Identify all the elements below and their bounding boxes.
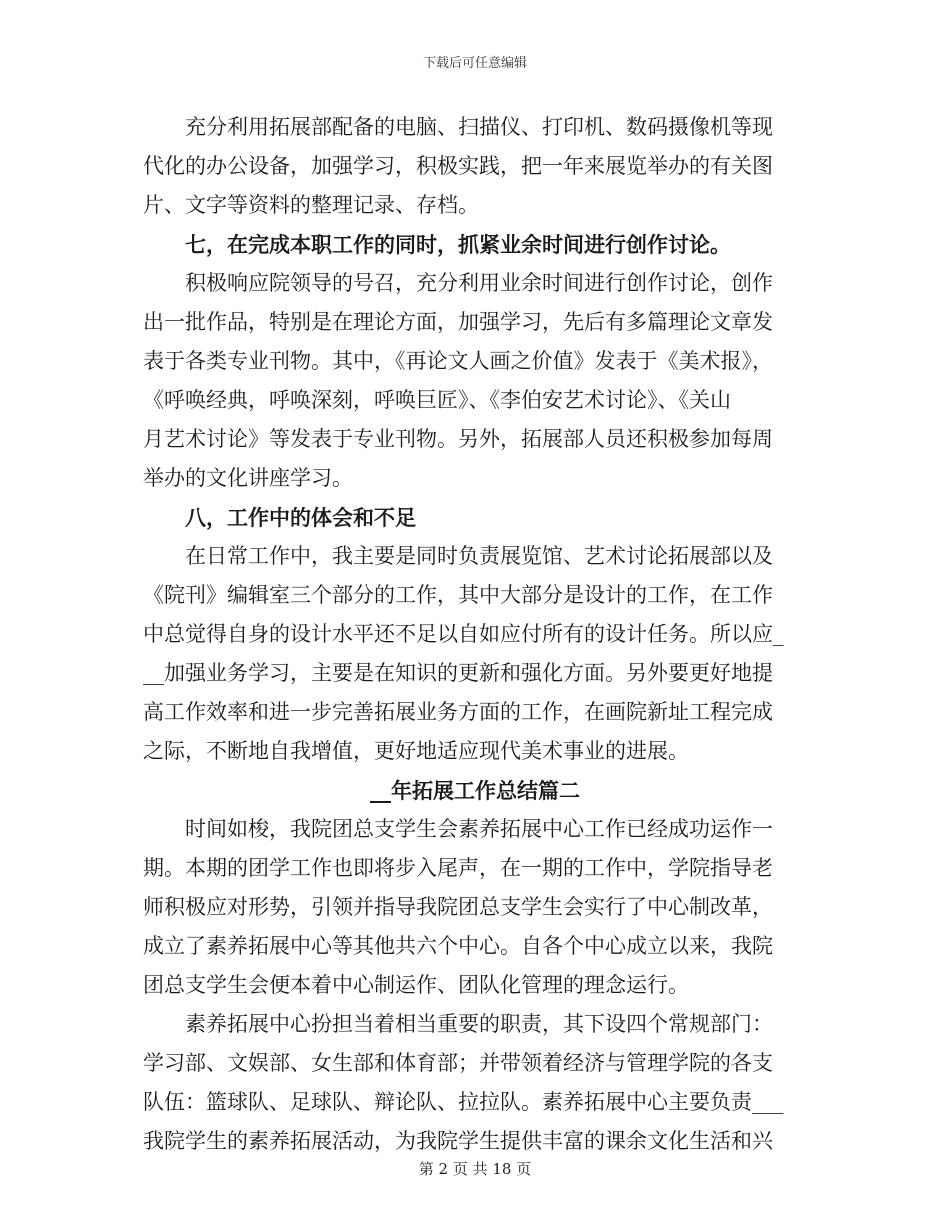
- text-line: 举办的文化讲座学习。: [143, 466, 353, 490]
- text-line: 素养拓展中心扮担当着相当重要的职责，其下设四个常规部门：: [143, 1012, 773, 1036]
- header-note: 下载后可任意编辑: [422, 56, 527, 71]
- subsection-heading: 八，工作中的体会和不足: [143, 505, 416, 530]
- page-number: 第 2 页 共 18 页: [418, 1160, 532, 1178]
- text-line: 时间如梭，我院团总支学生会素养拓展中心工作已经成功运作一: [143, 817, 773, 841]
- text-line: 月艺术讨论》等发表于专业刊物。另外，拓展部人员还积极参加每周: [143, 427, 773, 451]
- text-line: 出一批作品，特别是在理论方面，加强学习，先后有多篇理论文章发: [143, 310, 773, 334]
- text-line: 学习部、文娱部、女生部和体育部；并带领着经济与管理学院的各支: [143, 1051, 773, 1075]
- text-line: 团总支学生会便本着中心制运作、团队化管理的理念运行。: [143, 973, 689, 997]
- text-line: __加强业务学习，主要是在知识的更新和强化方面。另外要更好地提: [143, 661, 773, 685]
- text-line: 之际，不断地自我增值，更好地适应现代美术事业的进展。: [143, 739, 689, 763]
- text-line: 代化的办公设备，加强学习，积极实践，把一年来展览举办的有关图: [143, 154, 773, 178]
- text-line: 积极响应院领导的号召，充分利用业余时间进行创作讨论，创作: [143, 271, 773, 295]
- text-line: 高工作效率和进一步完善拓展业务方面的工作，在画院新址工程完成: [143, 700, 773, 724]
- text-line: 队伍：篮球队、足球队、辩论队、拉拉队。素养拓展中心主要负责___: [143, 1090, 784, 1114]
- text-line: 在日常工作中，我主要是同时负责展览馆、艺术讨论拓展部以及: [143, 544, 773, 568]
- text-line: 《呼唤经典，呼唤深刻，呼唤巨匠》、《李伯安艺术讨论》、《关山: [143, 388, 731, 412]
- text-line: 成立了素养拓展中心等其他共六个中心。自各个中心成立以来，我院: [143, 934, 773, 958]
- text-line: 师积极应对形势，引领并指导我院团总支学生会实行了中心制改革，: [143, 895, 773, 919]
- text-line: 《院刊》编辑室三个部分的工作，其中大部分是设计的工作，在工作: [143, 583, 773, 607]
- text-line: 表于各类专业刊物。其中，《再论文人画之价值》发表于《美术报》，: [143, 349, 773, 373]
- subsection-heading: 七，在完成本职工作的同时，抓紧业余时间进行创作讨论。: [143, 232, 731, 257]
- text-line: 我院学生的素养拓展活动，为我院学生提供丰富的课余文化生活和兴: [143, 1129, 773, 1153]
- text-line: 充分利用拓展部配备的电脑、扫描仪、打印机、数码摄像机等现: [143, 115, 773, 139]
- text-line: 中总觉得自身的设计水平还不足以自如应付所有的设计任务。所以应_: [143, 622, 784, 646]
- text-line: 期。本期的团学工作也即将步入尾声，在一期的工作中，学院指导老: [143, 856, 773, 880]
- text-line: 片、文字等资料的整理记录、存档。: [143, 193, 479, 217]
- section-heading: __年拓展工作总结篇二: [370, 778, 580, 803]
- document-body: [143, 108, 807, 1161]
